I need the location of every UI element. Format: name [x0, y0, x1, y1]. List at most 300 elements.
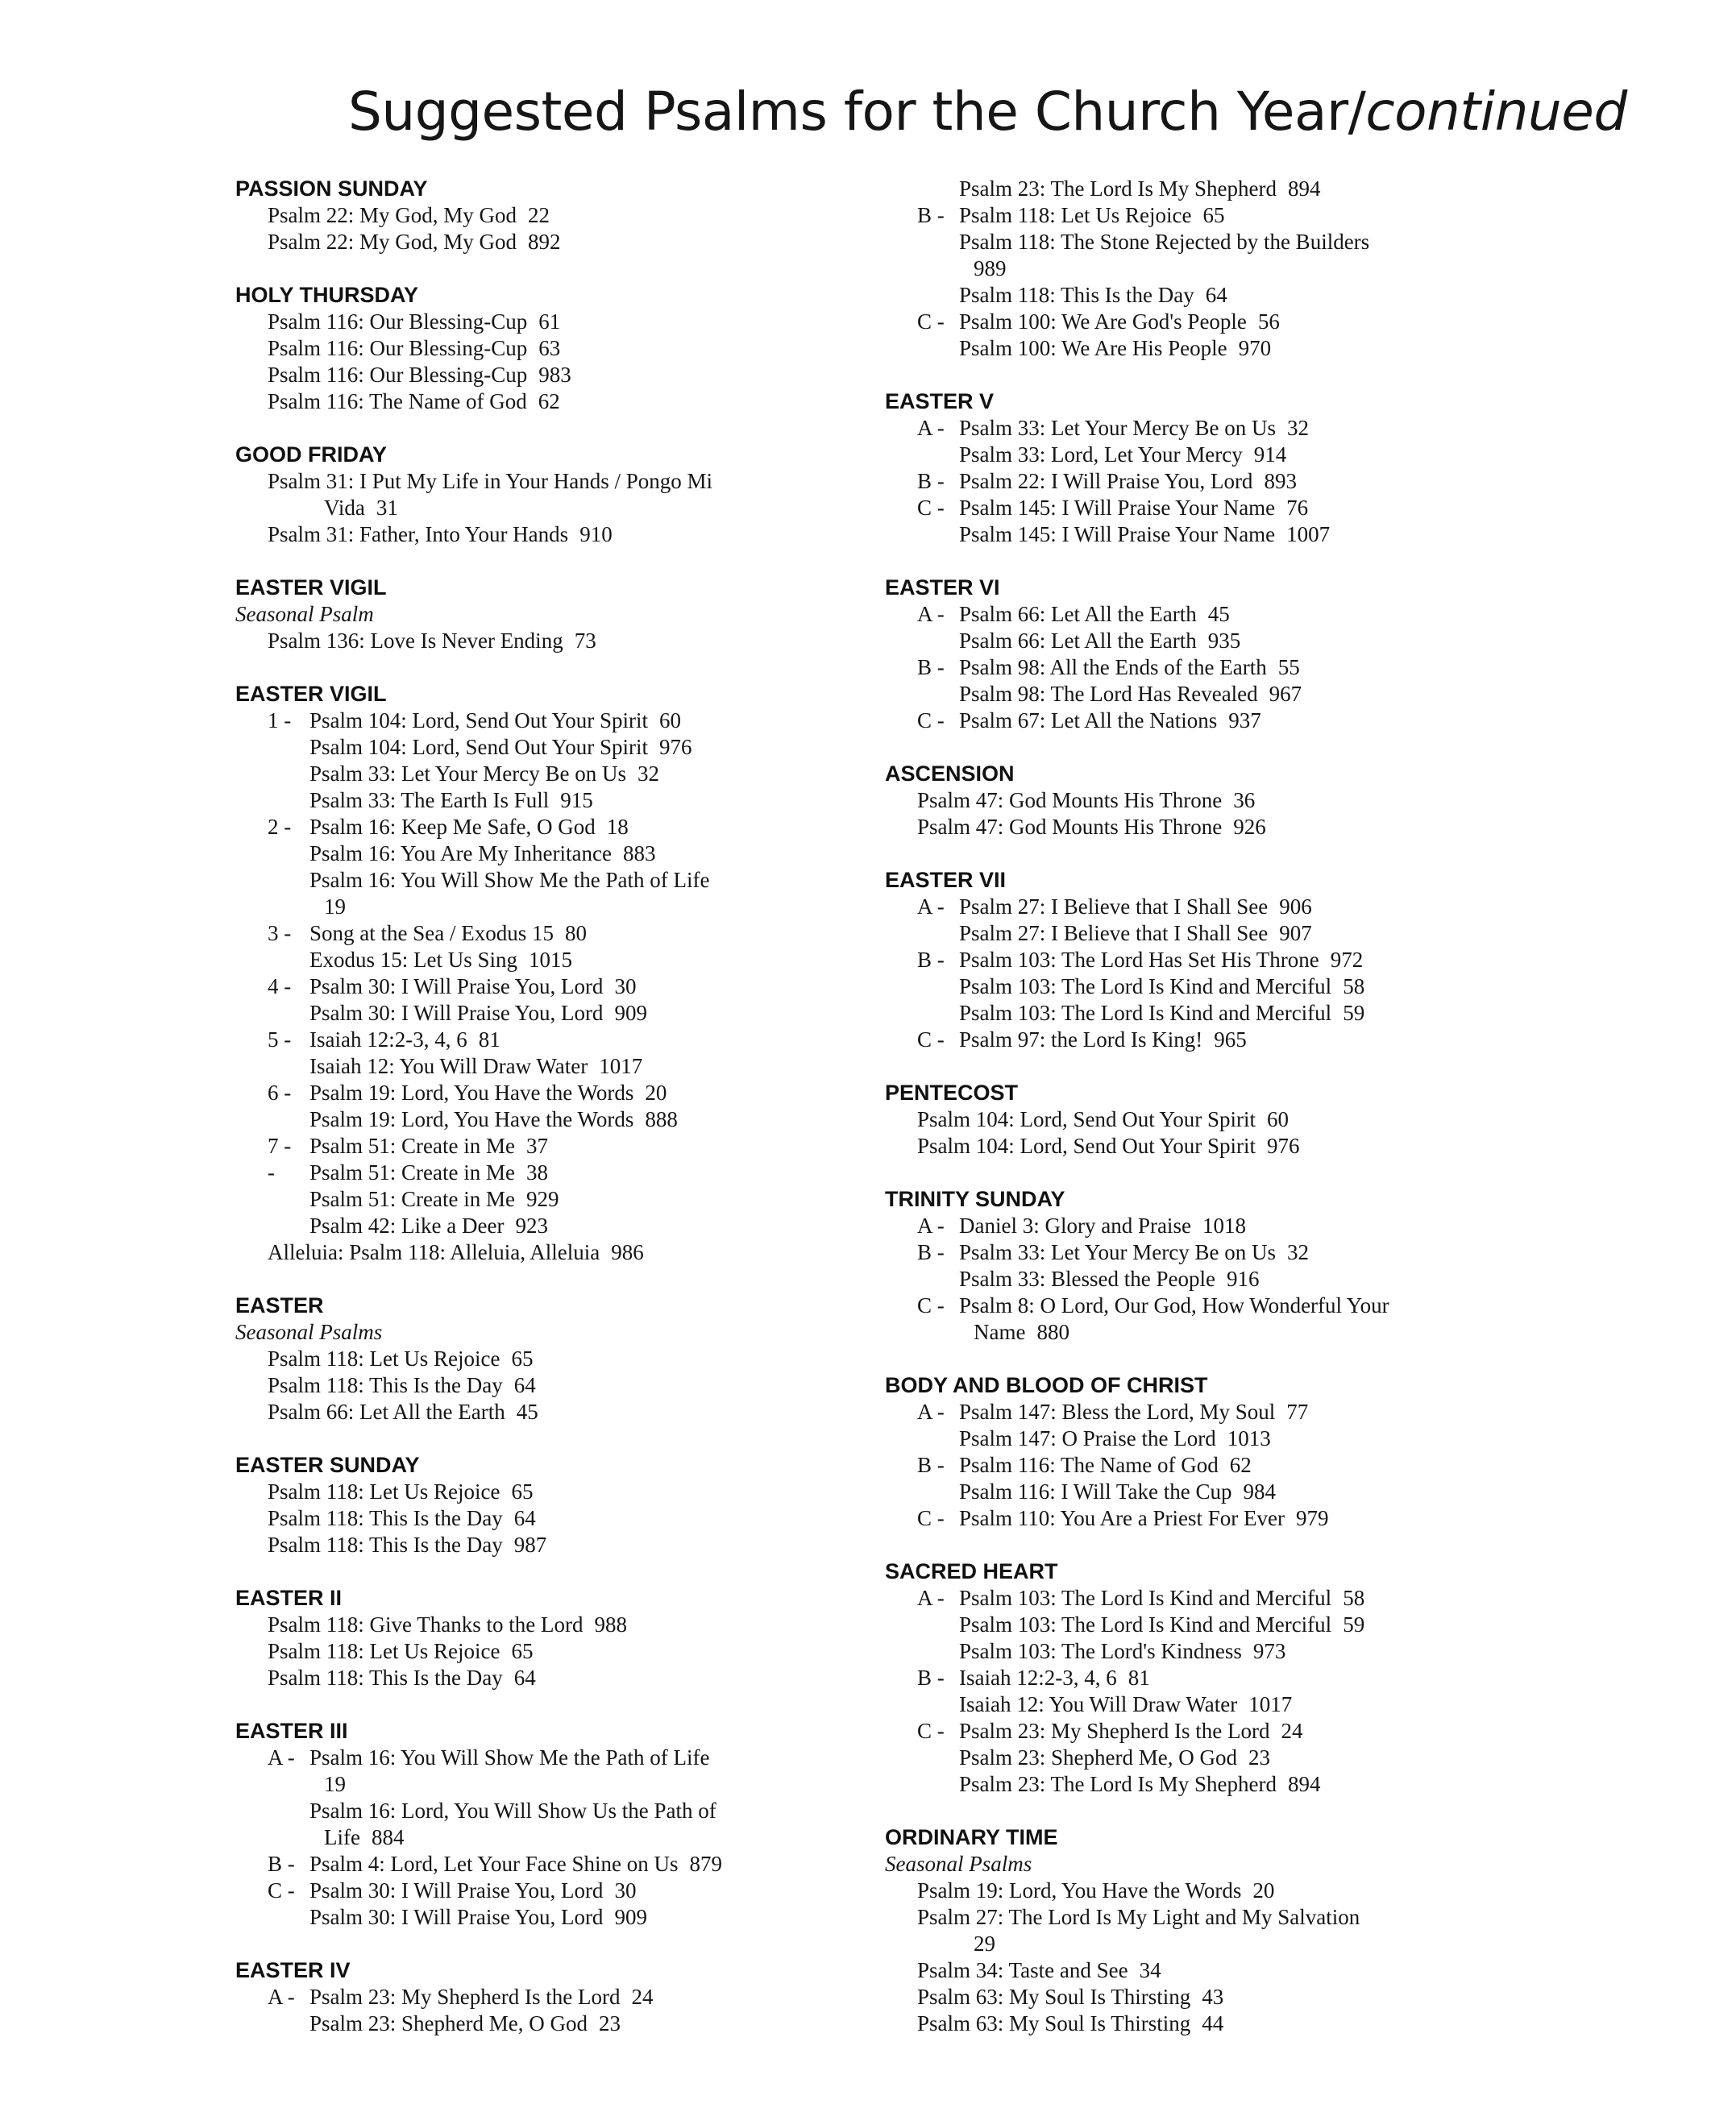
psalm-entry	[885, 1239, 1610, 1266]
entry-title: Psalm 103: The Lord's Kindness	[959, 1639, 1242, 1663]
section-trinity-sunday	[885, 1186, 1610, 1346]
entry-number: 915	[560, 788, 593, 812]
entry-number: 73	[574, 629, 596, 653]
psalm-entry	[885, 681, 1610, 708]
entry-marker: B -	[917, 469, 945, 493]
entry-number: 34	[1139, 1958, 1161, 1982]
psalm-entry	[885, 894, 1610, 920]
section-subheading: Seasonal Psalms	[885, 1852, 1032, 1876]
entry-title: Psalm 51: Create in Me	[309, 1187, 515, 1211]
entry-title: Life	[324, 1825, 360, 1849]
entry-number: 62	[538, 389, 560, 413]
entry-number: 64	[513, 1666, 536, 1690]
entry-number: 1007	[1286, 522, 1331, 546]
entry-number: 18	[606, 815, 629, 839]
psalm-entry	[885, 1665, 1610, 1691]
entry-number: 56	[1257, 309, 1280, 334]
section-heading: EASTER VII	[885, 868, 1007, 892]
entry-title: Psalm 23: The Lord Is My Shepherd	[959, 1772, 1277, 1796]
psalm-entry	[235, 708, 961, 734]
entry-title: Psalm 118: Let Us Rejoice	[268, 1347, 500, 1371]
entry-number: 879	[689, 1852, 722, 1876]
entry-title: Song at the Sea / Exodus 15	[309, 921, 554, 945]
entry-marker: 1 -	[268, 708, 292, 732]
entry-title: Psalm 30: I Will Praise You, Lord	[309, 974, 604, 998]
psalm-entry	[235, 1106, 961, 1133]
psalm-entry	[235, 335, 961, 362]
entry-number: 983	[538, 363, 571, 387]
section-heading: ASCENSION	[885, 761, 1015, 786]
section-subheading: Seasonal Psalms	[235, 1320, 383, 1344]
entry-title: Psalm 116: I Will Take the Cup	[959, 1479, 1232, 1504]
entry-number: 909	[614, 1905, 647, 1929]
section-heading: EASTER IV	[235, 1958, 351, 1982]
psalm-entry	[885, 787, 1610, 814]
psalm-entry	[235, 1824, 961, 1851]
entry-title: Psalm 33: Blessed the People	[959, 1267, 1215, 1291]
entry-number: 970	[1238, 336, 1272, 360]
entry-title: Psalm 116: Our Blessing-Cup	[268, 309, 528, 334]
entry-number: 979	[1296, 1506, 1329, 1530]
psalm-entry	[885, 1319, 1610, 1346]
section-heading: PASSION SUNDAY	[235, 176, 428, 201]
entry-marker: B -	[917, 1453, 945, 1477]
psalm-entry	[885, 335, 1610, 362]
left-column	[235, 176, 961, 2037]
entry-number: 36	[1233, 788, 1256, 812]
entry-title: Psalm 27: I Believe that I Shall See	[959, 894, 1269, 919]
psalm-entry	[885, 654, 1610, 681]
entry-title: Psalm 19: Lord, You Have the Words	[917, 1878, 1242, 1903]
entry-title: Psalm 63: My Soul Is Thirsting	[917, 1985, 1191, 2009]
entry-number: 976	[659, 735, 692, 759]
psalm-entry	[885, 973, 1610, 1000]
entry-marker: B -	[917, 948, 945, 972]
psalm-entry	[235, 1053, 961, 1080]
entry-title: Psalm 31: Father, Into Your Hands	[268, 522, 569, 546]
entry-title: Psalm 116: The Name of God	[959, 1453, 1219, 1477]
section-ordinary-time	[885, 1824, 1610, 2037]
psalm-entry	[235, 1080, 961, 1106]
entry-number: 37	[525, 1134, 548, 1158]
entry-title: Psalm 23: My Shepherd Is the Lord	[309, 1985, 621, 2009]
section-good-friday	[235, 442, 961, 548]
entry-marker: A -	[268, 1745, 295, 1770]
section-heading: PENTECOST	[885, 1081, 1019, 1105]
psalm-entry	[235, 202, 961, 229]
psalm-entry	[235, 1133, 961, 1160]
psalm-entry	[885, 1718, 1610, 1745]
psalm-entry	[885, 2010, 1610, 2037]
section-easter-ii	[235, 1585, 961, 1691]
entry-title: Psalm 118: This Is the Day	[268, 1533, 503, 1557]
section-easter-vii	[885, 867, 1610, 1053]
psalm-entry	[885, 1399, 1610, 1425]
entry-title: Psalm 145: I Will Praise Your Name	[959, 496, 1276, 520]
entry-title: Psalm 23: My Shepherd Is the Lord	[959, 1719, 1270, 1743]
psalm-entry	[885, 1425, 1610, 1452]
psalm-entry	[235, 1638, 961, 1665]
entry-number: 24	[1281, 1719, 1303, 1743]
psalm-entry	[885, 1984, 1610, 2010]
entry-marker: B -	[917, 655, 945, 679]
section-holy-thursday	[235, 282, 961, 415]
entry-number: 44	[1202, 2011, 1224, 2035]
entry-title: Psalm 98: All the Ends of the Earth	[959, 655, 1267, 679]
psalm-entry	[235, 1160, 961, 1186]
entry-number: 38	[525, 1160, 548, 1185]
psalm-entry	[885, 1133, 1610, 1160]
section-heading: EASTER III	[235, 1719, 348, 1743]
entry-title: Psalm 19: Lord, You Have the Words	[309, 1107, 634, 1131]
psalm-entry	[885, 1293, 1610, 1319]
entry-marker: A -	[917, 1400, 945, 1424]
entry-title: Psalm 103: The Lord Is Kind and Merciful	[959, 974, 1332, 998]
page-title-main: Suggested Psalms for the Church Year/	[348, 81, 1366, 143]
entry-title: Psalm 118: This Is the Day	[268, 1506, 503, 1530]
entry-number: 58	[1343, 974, 1365, 998]
entry-title: Psalm 27: The Lord Is My Light and My Salvation	[917, 1905, 1360, 1929]
section-heading: EASTER	[235, 1293, 324, 1318]
entry-title: Psalm 33: Let Your Mercy Be on Us	[959, 1240, 1276, 1264]
psalm-entry	[885, 601, 1610, 628]
entry-title: Psalm 118: Give Thanks to the Lord	[268, 1612, 584, 1637]
entry-marker: A -	[917, 1214, 945, 1238]
entry-number: 65	[511, 1639, 534, 1663]
entry-number: 972	[1330, 948, 1364, 972]
psalm-entry	[235, 1984, 961, 2010]
section-easter	[235, 1293, 961, 1425]
entry-marker: C -	[917, 1506, 945, 1530]
entry-marker: A -	[917, 602, 945, 626]
entry-title: Psalm 116: Our Blessing-Cup	[268, 336, 528, 360]
psalm-entry	[885, 1612, 1610, 1638]
entry-number: 64	[513, 1373, 536, 1397]
entry-number: 909	[614, 1001, 647, 1025]
psalm-entry	[885, 415, 1610, 442]
section-heading: SACRED HEART	[885, 1559, 1058, 1583]
psalm-entry	[235, 840, 961, 867]
section-body-and-blood-of-christ	[885, 1372, 1610, 1532]
entry-title: Psalm 118: This Is the Day	[268, 1666, 503, 1690]
psalm-entry	[235, 1612, 961, 1638]
psalm-entry	[885, 468, 1610, 495]
entry-marker: C -	[917, 309, 945, 334]
entry-title: Vida	[324, 496, 365, 520]
entry-marker: B -	[917, 1240, 945, 1264]
entry-number: 916	[1226, 1267, 1260, 1291]
entry-number: 1017	[1248, 1692, 1293, 1716]
entry-marker: -	[268, 1160, 275, 1185]
section-heading: HOLY THURSDAY	[235, 283, 419, 307]
entry-title: Isaiah 12:2-3, 4, 6	[959, 1666, 1117, 1690]
psalm-entry	[235, 1399, 961, 1425]
entry-number: 45	[516, 1400, 538, 1424]
entry-title: Psalm 30: I Will Praise You, Lord	[309, 1905, 604, 1929]
entry-number: 880	[1036, 1320, 1069, 1344]
entry-number: 31	[376, 496, 398, 520]
entry-number: 914	[1253, 442, 1287, 467]
page-title	[348, 81, 1718, 143]
entry-number: 987	[513, 1533, 547, 1557]
entry-title: Psalm 31: I Put My Life in Your Hands / Pongo Mi	[268, 469, 713, 493]
section-heading: BODY AND BLOOD OF CHRIST	[885, 1373, 1208, 1397]
entry-number: 55	[1277, 655, 1300, 679]
entry-title: Psalm 33: Lord, Let Your Mercy	[959, 442, 1243, 467]
entry-title: Alleluia: Psalm 118: Alleluia, Alleluia	[268, 1240, 600, 1264]
entry-number: 43	[1202, 1985, 1224, 2009]
entry-marker: 6 -	[268, 1081, 292, 1105]
psalm-entry	[235, 1904, 961, 1931]
entry-number: 30	[614, 1878, 637, 1903]
section-easter-v	[885, 388, 1610, 548]
psalm-entry	[235, 1665, 961, 1691]
entry-number: 30	[614, 974, 637, 998]
entry-title: Psalm 33: The Earth Is Full	[309, 788, 550, 812]
psalm-entry	[235, 920, 961, 947]
psalm-entry	[235, 973, 961, 1000]
entry-title: 19	[324, 894, 346, 919]
section-easter-iv	[235, 1957, 961, 2037]
entry-title: Psalm 23: The Lord Is My Shepherd	[959, 176, 1277, 201]
section-subheading: Seasonal Psalm	[235, 602, 374, 626]
psalm-entry	[885, 1505, 1610, 1532]
psalm-entry	[235, 734, 961, 761]
entry-number: 32	[1287, 1240, 1309, 1264]
psalm-entry	[235, 1878, 961, 1904]
entry-number: 81	[1128, 1666, 1150, 1690]
psalm-entry	[235, 1213, 961, 1239]
psalm-entry	[235, 521, 961, 548]
psalm-entry	[885, 229, 1610, 255]
entry-number: 884	[371, 1825, 405, 1849]
section-easter-iii	[235, 1718, 961, 1931]
entry-number: 923	[515, 1214, 548, 1238]
entry-title: Psalm 22: My God, My God	[268, 230, 517, 254]
psalm-entry	[885, 628, 1610, 654]
entry-title: Psalm 118: Let Us Rejoice	[268, 1479, 500, 1504]
psalm-entry	[235, 2010, 961, 2037]
entry-title: Psalm 51: Create in Me	[309, 1134, 515, 1158]
entry-title: Psalm 66: Let All the Earth	[959, 629, 1197, 653]
entry-title: Psalm 16: You Will Show Me the Path of Life	[309, 1745, 710, 1770]
section-heading: EASTER VIGIL	[235, 575, 387, 600]
psalm-entry	[235, 1505, 961, 1532]
entry-marker: C -	[917, 1027, 945, 1052]
entry-title: Psalm 104: Lord, Send Out Your Spirit	[917, 1134, 1256, 1158]
page-title-suffix: continued	[1365, 81, 1627, 143]
psalm-entry	[235, 1186, 961, 1213]
entry-number: 965	[1214, 1027, 1247, 1052]
entry-number: 973	[1252, 1639, 1286, 1663]
section-heading: EASTER SUNDAY	[235, 1453, 420, 1477]
psalm-entry	[885, 1213, 1610, 1239]
entry-marker: C -	[917, 1719, 945, 1743]
psalm-entry	[885, 282, 1610, 309]
psalm-entry	[235, 388, 961, 415]
entry-number: 76	[1286, 496, 1309, 520]
psalm-entry	[885, 521, 1610, 548]
entry-title: Psalm 145: I Will Praise Your Name	[959, 522, 1276, 546]
psalm-entry	[885, 202, 1610, 229]
entry-number: 910	[579, 522, 613, 546]
entry-number: 65	[1202, 203, 1225, 227]
entry-number: 926	[1233, 815, 1266, 839]
section-heading: EASTER II	[235, 1586, 343, 1610]
entry-title: Isaiah 12:2-3, 4, 6	[309, 1027, 467, 1052]
psalm-entry	[885, 1638, 1610, 1665]
psalm-entry	[235, 1000, 961, 1027]
section-heading: ORDINARY TIME	[885, 1825, 1058, 1849]
entry-marker: C -	[268, 1878, 295, 1903]
entry-number: 23	[1248, 1745, 1270, 1770]
psalm-entry	[885, 176, 1610, 202]
psalm-entry	[235, 867, 961, 894]
entry-title: Psalm 27: I Believe that I Shall See	[959, 921, 1269, 945]
entry-number: 893	[1264, 469, 1297, 493]
entry-title: Psalm 116: The Name of God	[268, 389, 527, 413]
entry-number: 65	[511, 1479, 534, 1504]
entry-title: Psalm 22: I Will Praise You, Lord	[959, 469, 1253, 493]
entry-title: Psalm 103: The Lord Is Kind and Merciful	[959, 1001, 1332, 1025]
entry-title: Psalm 33: Let Your Mercy Be on Us	[309, 761, 626, 786]
entry-title: Psalm 118: The Stone Rejected by the Builders	[959, 230, 1370, 254]
entry-title: 19	[324, 1772, 346, 1796]
entry-title: Psalm 23: Shepherd Me, O God	[959, 1745, 1237, 1770]
psalm-entry	[885, 708, 1610, 734]
entry-number: 23	[598, 2011, 621, 2035]
entry-number: 22	[528, 203, 550, 227]
entry-number: 935	[1207, 629, 1241, 653]
entry-title: Psalm 147: Bless the Lord, My Soul	[959, 1400, 1276, 1424]
entry-number: 65	[511, 1347, 534, 1371]
entry-title: Psalm 136: Love Is Never Ending	[268, 629, 563, 653]
entry-title: Psalm 118: Let Us Rejoice	[959, 203, 1192, 227]
section-heading: EASTER VI	[885, 575, 1000, 600]
entry-number: 1015	[529, 948, 573, 972]
entry-title: Psalm 16: Lord, You Will Show Us the Path of	[309, 1799, 716, 1823]
entry-title: Daniel 3: Glory and Praise	[959, 1214, 1191, 1238]
entry-title: Psalm 66: Let All the Earth	[268, 1400, 505, 1424]
psalm-entry	[885, 442, 1610, 468]
psalm-entry	[235, 1851, 961, 1878]
psalm-entry	[235, 787, 961, 814]
psalm-entry	[885, 1106, 1610, 1133]
entry-title: Psalm 118: This Is the Day	[268, 1373, 503, 1397]
entry-number: 45	[1207, 602, 1230, 626]
psalm-entry	[235, 468, 961, 495]
entry-number: 883	[622, 841, 656, 865]
entry-title: Psalm 22: My God, My God	[268, 203, 517, 227]
entry-number: 20	[645, 1081, 667, 1105]
psalm-entry	[235, 894, 961, 920]
entry-title: Psalm 98: The Lord Has Revealed	[959, 682, 1258, 706]
section-ascension	[885, 761, 1610, 840]
entry-number: 64	[1205, 283, 1227, 307]
entry-marker: A -	[917, 416, 945, 440]
entry-number: 62	[1229, 1453, 1252, 1477]
entry-title: Psalm 104: Lord, Send Out Your Spirit	[917, 1107, 1256, 1131]
entry-title: Psalm 110: You Are a Priest For Ever	[959, 1506, 1285, 1530]
entry-marker: A -	[268, 1985, 295, 2009]
psalm-entry	[235, 1027, 961, 1053]
entry-title: Psalm 118: Let Us Rejoice	[268, 1639, 500, 1663]
entry-number: 1017	[599, 1054, 643, 1078]
entry-title: Psalm 34: Taste and See	[917, 1958, 1128, 1982]
entry-number: 77	[1286, 1400, 1309, 1424]
entry-number: 58	[1343, 1586, 1365, 1610]
entry-number: 60	[659, 708, 682, 732]
psalm-entry	[235, 947, 961, 973]
psalm-entry	[235, 761, 961, 787]
entry-title: Psalm 97: the Lord Is King!	[959, 1027, 1203, 1052]
psalm-entry	[235, 1745, 961, 1771]
entry-number: 80	[564, 921, 587, 945]
entry-number: 988	[594, 1612, 627, 1637]
section-easter-vigil	[235, 681, 961, 1266]
entry-number: 929	[525, 1187, 559, 1211]
entry-title: Psalm 23: Shepherd Me, O God	[309, 2011, 588, 2035]
entry-number: 59	[1343, 1612, 1365, 1637]
entry-marker: A -	[917, 1586, 945, 1610]
entry-number: 32	[638, 761, 659, 786]
entry-title: Psalm 16: You Are My Inheritance	[309, 841, 612, 865]
section-continued	[885, 176, 1610, 362]
entry-marker: 2 -	[268, 815, 292, 839]
psalm-entry	[885, 920, 1610, 947]
entry-title: Psalm 66: Let All the Earth	[959, 602, 1197, 626]
entry-number: 888	[645, 1107, 678, 1131]
section-heading: TRINITY SUNDAY	[885, 1187, 1065, 1211]
section-sacred-heart	[885, 1558, 1610, 1798]
entry-marker: C -	[917, 1293, 945, 1318]
psalm-entry	[885, 1904, 1610, 1931]
psalm-entry	[235, 1346, 961, 1372]
entry-title: Psalm 33: Let Your Mercy Be on Us	[959, 416, 1276, 440]
psalm-entry	[885, 1691, 1610, 1718]
entry-title: Psalm 30: I Will Praise You, Lord	[309, 1878, 604, 1903]
psalm-entry	[885, 1957, 1610, 1984]
entry-number: 61	[538, 309, 561, 334]
entry-title: Psalm 4: Lord, Let Your Face Shine on Us	[309, 1852, 679, 1876]
entry-title: Psalm 100: We Are God's People	[959, 309, 1247, 334]
section-easter-sunday	[235, 1452, 961, 1558]
entry-number: 892	[528, 230, 561, 254]
psalm-entry	[885, 1931, 1610, 1957]
entry-marker: C -	[917, 708, 945, 732]
psalm-entry	[885, 1027, 1610, 1053]
psalm-entry	[235, 309, 961, 335]
section-easter-vigil	[235, 575, 961, 654]
entry-marker: 5 -	[268, 1027, 292, 1052]
psalm-entry	[885, 1452, 1610, 1479]
entry-marker: 4 -	[268, 974, 292, 998]
section-heading: EASTER V	[885, 389, 995, 413]
psalm-entry	[885, 947, 1610, 973]
psalm-entry	[885, 255, 1610, 282]
entry-marker: 7 -	[268, 1134, 292, 1158]
section-heading: GOOD FRIDAY	[235, 442, 388, 467]
entry-title: Psalm 47: God Mounts His Throne	[917, 815, 1223, 839]
psalm-entry	[885, 1878, 1610, 1904]
psalm-entry	[235, 229, 961, 255]
entry-number: 59	[1343, 1001, 1365, 1025]
entry-number: 20	[1252, 1878, 1275, 1903]
entry-marker: B -	[917, 203, 945, 227]
entry-number: 32	[1287, 416, 1309, 440]
entry-title: Psalm 16: Keep Me Safe, O God	[309, 815, 596, 839]
entry-title: Psalm 16: You Will Show Me the Path of Life	[309, 868, 710, 892]
